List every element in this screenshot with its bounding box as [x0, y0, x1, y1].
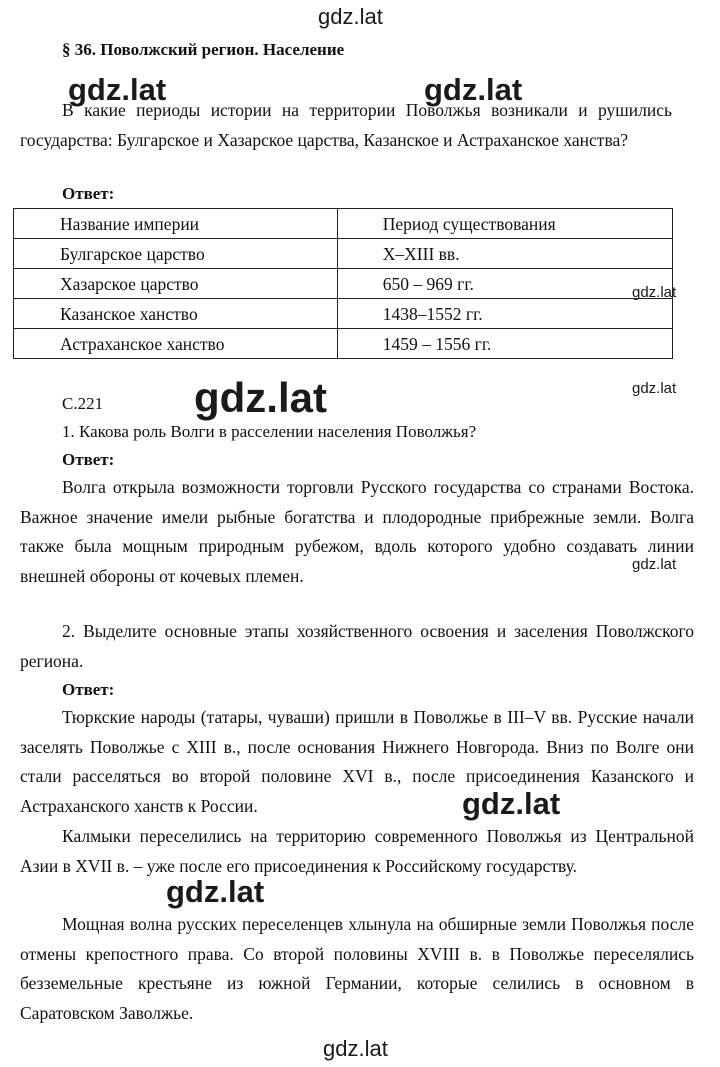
- answer-1: Волга открыла возможности торговли Русского государства со странами Востока. Важное значение имели рыбные богатства и плодородные прибрежные земли. Волга также была мощным природным рубежом, вдоль которого удобно создавать линии внешней обороны от кочевых племен.: [20, 477, 694, 586]
- answer-label: Ответ:: [62, 184, 115, 203]
- table-cell: Астраханское ханство: [14, 329, 338, 359]
- table-row: [14, 239, 673, 269]
- question-2: 2. Выделите основные этапы хозяйственного освоения и заселения Поволжского региона.: [20, 621, 694, 671]
- table-cell: Булгарское царство: [14, 239, 338, 269]
- watermark-large: gdz.lat: [424, 72, 523, 107]
- watermark-small: gdz.lat: [632, 284, 677, 301]
- watermark-header: gdz.lat: [318, 4, 383, 29]
- table-cell: 1459 – 1556 гг.: [337, 329, 672, 359]
- table-header-cell: Период существования: [337, 209, 672, 239]
- table-cell: X–XIII вв.: [337, 239, 672, 269]
- section-title: § 36. Поволжский регион. Население: [62, 40, 345, 59]
- table-cell: Казанское ханство: [14, 299, 338, 329]
- intro-question: В какие периоды истории на территории Поволжья возникали и рушились государства: Булгарское и Хазарское царства, Казанское и Астраханское ханства?: [20, 100, 672, 150]
- periods-table: [13, 208, 673, 359]
- table-cell: 1438–1552 гг.: [337, 299, 672, 329]
- table-cell: 650 – 969 гг.: [337, 269, 672, 299]
- table-row: [14, 269, 673, 299]
- answer-2-paragraph: Тюркские народы (татары, чуваши) пришли в Поволжье в III–V вв. Русские начали заселять Поволжье с XIII в., после основания Нижнего Новгорода. Вниз по Волге они стали расселяться во второй половине XVI в., после присоединения Казанского и Астраханского ханств к России.: [20, 707, 694, 816]
- answer-2-paragraph: Мощная волна русских переселенцев хлынула на обширные земли Поволжья после отмены крепостного права. Со второй половины XVIII в. в Поволжье переселялись безземельные крестьяне из южной Германии, которые селились в основном в Саратовском Заволжье.: [20, 914, 694, 1023]
- watermark-large: gdz.lat: [68, 72, 167, 107]
- table-header-cell: Название империи: [14, 209, 338, 239]
- watermark-small: gdz.lat: [632, 380, 677, 397]
- answer-label: Ответ:: [62, 680, 115, 699]
- watermark-large: gdz.lat: [194, 374, 327, 421]
- watermark-large: gdz.lat: [462, 786, 561, 821]
- table-cell: Хазарское царство: [14, 269, 338, 299]
- answer-2-paragraph: Калмыки переселились на территорию современного Поволжья из Центральной Азии в XVII в. – уже после его присоединения к Российскому государству.: [20, 826, 694, 876]
- question-1: 1. Какова роль Волги в расселении населения Поволжья?: [62, 422, 477, 441]
- watermark-footer: gdz.lat: [323, 1036, 388, 1061]
- table-row: [14, 299, 673, 329]
- watermark-large: gdz.lat: [166, 874, 265, 909]
- table-header-row: [14, 209, 673, 239]
- answer-label: Ответ:: [62, 450, 115, 469]
- watermark-small: gdz.lat: [632, 556, 677, 573]
- table-row: [14, 329, 673, 359]
- page-reference: С.221: [62, 394, 104, 413]
